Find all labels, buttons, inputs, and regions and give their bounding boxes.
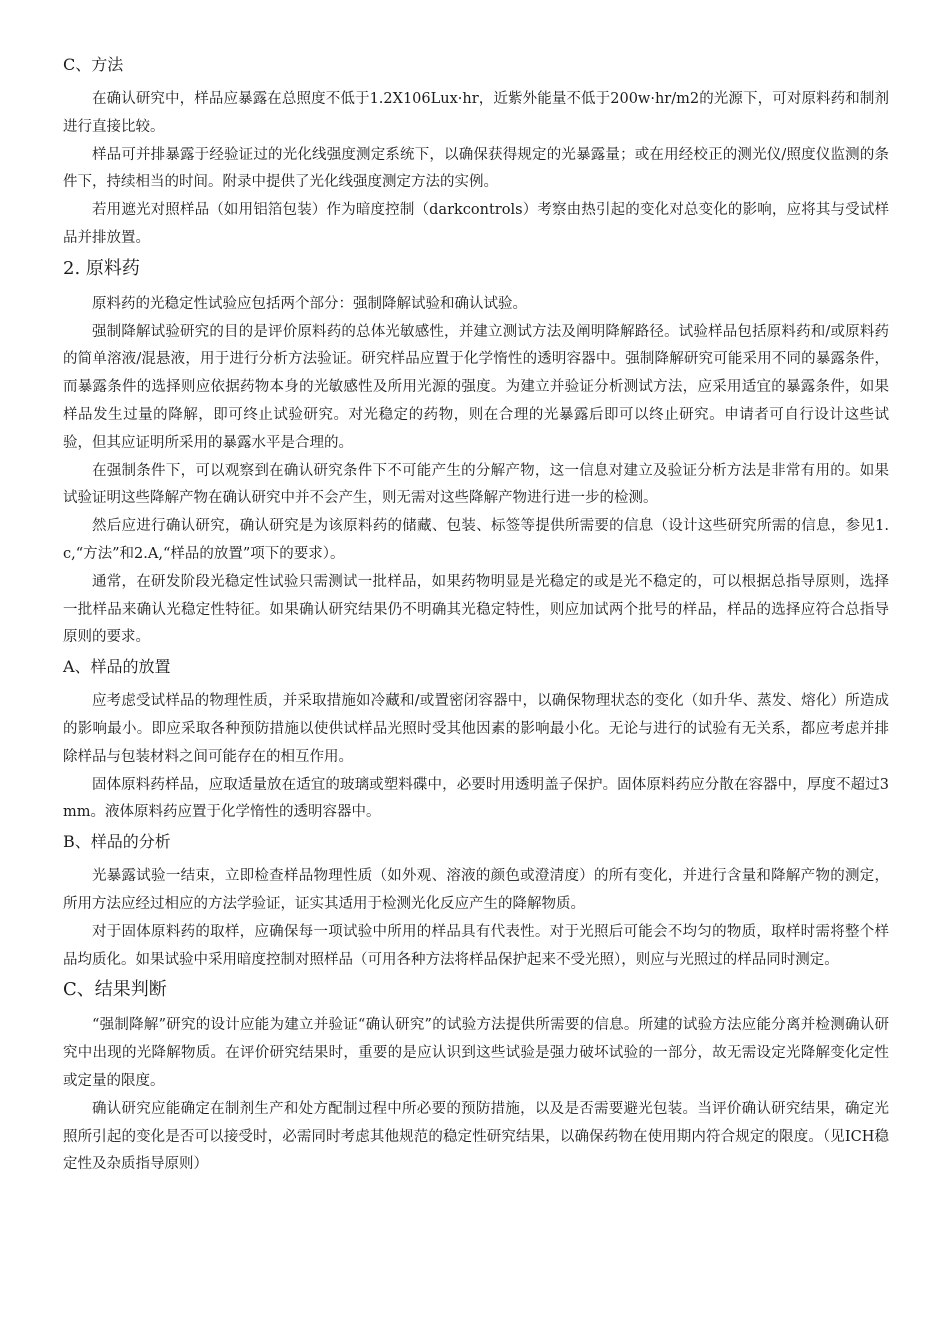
paragraph: 通常，在研发阶段光稳定性试验只需测试一批样品，如果药物明显是光稳定的或是光不稳定的，可以根据总指导原则，选择一批样品来确认光稳定性特征。如果确认研究结果仍不明确其光稳定特性，则应加试两个批号的样品，样品的选择应符合总指导原则的要求。 [63, 573, 889, 646]
section-heading: A、样品的放置 [63, 657, 171, 677]
paragraph: 原料药的光稳定性试验应包括两个部分：强制降解试验和确认试验。 [92, 295, 527, 312]
paragraph: 然后应进行确认研究，确认研究是为该原料药的储藏、包装、标签等提供所需要的信息（设计这些研究所需的信息，参见1.c,“方法”和2.A,“样品的放置”项下的要求）。 [63, 518, 889, 562]
paragraph: 强制降解试验研究的目的是评价原料药的总体光敏感性，并建立测试方法及阐明降解路径。试验样品包括原料药和/或原料药的简单溶液/混悬液，用于进行分析方法验证。研究样品应置于化学惰性的透明容器中。强制降解研究可能采用不同的暴露条件，而暴露条件的选择则应依据药物本身的光敏感性及所用光源的强度。为建立并验证分析测试方法，应采用适宜的暴露条件，如果样品发生过量的降解，即可终止试验研究。对光稳定的药物，则在合理的光暴露后即可以终止研究。申请者可自行设计这些试验，但其应证明所采用的暴露水平是合理的。 [63, 323, 889, 451]
paragraph: 固体原料药样品，应取适量放在适宜的玻璃或塑料碟中，必要时用透明盖子保护。固体原料药应分散在容器中，厚度不超过3mm。液体原料药应置于化学惰性的透明容器中。 [63, 776, 889, 821]
section-heading: B、样品的分析 [63, 832, 171, 852]
section-method [63, 50, 889, 253]
paragraph: 对于固体原料药的取样，应确保每一项试验中所用的样品具有代表性。对于光照后可能会不均匀的物质，取样时需将整个样品均质化。如果试验中采用暗度控制对照样品（可用各种方法将样品保护起来不受光照），则应与光照过的样品同时测定。 [63, 923, 889, 968]
section-drug-substance [63, 253, 889, 652]
section-heading: 2. 原料药 [63, 257, 140, 279]
section-heading: C、方法 [63, 55, 124, 74]
paragraph: 样品可并排暴露于经验证过的光化线强度测定系统下，以确保获得规定的光暴露量；或在用经校正的测光仪/照度仪监测的条件下，持续相当的时间。附录中提供了光化线强度测定方法的实例。 [63, 146, 889, 191]
section-heading: C、结果判断 [63, 979, 167, 1001]
document-page [63, 50, 889, 1179]
paragraph: 在强制条件下，可以观察到在确认研究条件下不可能产生的分解产物，这一信息对建立及验证分析方法是非常有用的。如果试验证明这些降解产物在确认研究中并不会产生，则无需对这些降解产物进行进一步的检测。 [63, 462, 889, 507]
paragraph: 应考虑受试样品的物理性质，并采取措施如冷藏和/或置密闭容器中，以确保物理状态的变化（如升华、蒸发、熔化）所造成的影响最小。即应采取各种预防措施以使供试样品光照时受其他因素的影响最小化。无论与进行的试验有无关系，都应考虑并排除样品与包装材料之间可能存在的相互作用。 [63, 693, 889, 765]
section-result-evaluation [63, 974, 889, 1179]
section-sample-placement [63, 652, 889, 827]
paragraph: “强制降解”研究的设计应能为建立并验证“确认研究”的试验方法提供所需要的信息。所建的试验方法应能分离并检测确认研究中出现的光降解物质。在评价研究结果时，重要的是应认识到这些试验是强力破坏试验的一部分，故无需设定光降解变化定性或定量的限度。 [63, 1017, 889, 1089]
paragraph: 在确认研究中，样品应暴露在总照度不低于1.2X106Lux·hr，近紫外能量不低于200w·hr/m2的光源下，可对原料药和制剂进行直接比较。 [63, 91, 889, 135]
paragraph: 确认研究应能确定在制剂生产和处方配制过程中所必要的预防措施，以及是否需要避光包装。当评价确认研究结果，确定光照所引起的变化是否可以接受时，必需同时考虑其他规范的稳定性研究结果，以确保药物在使用期内符合规定的限度。（见ICH稳定性及杂质指导原则） [63, 1100, 889, 1173]
section-sample-analysis [63, 827, 889, 974]
paragraph: 若用遮光对照样品（如用铝箔包装）作为暗度控制（darkcontrols）考察由热引起的变化对总变化的影响，应将其与受试样品并排放置。 [63, 202, 889, 246]
paragraph: 光暴露试验一结束，立即检查样品物理性质（如外观、溶液的颜色或澄清度）的所有变化，并进行含量和降解产物的测定，所用方法应经过相应的方法学验证，证实其适用于检测光化反应产生的降解物质。 [63, 868, 889, 912]
